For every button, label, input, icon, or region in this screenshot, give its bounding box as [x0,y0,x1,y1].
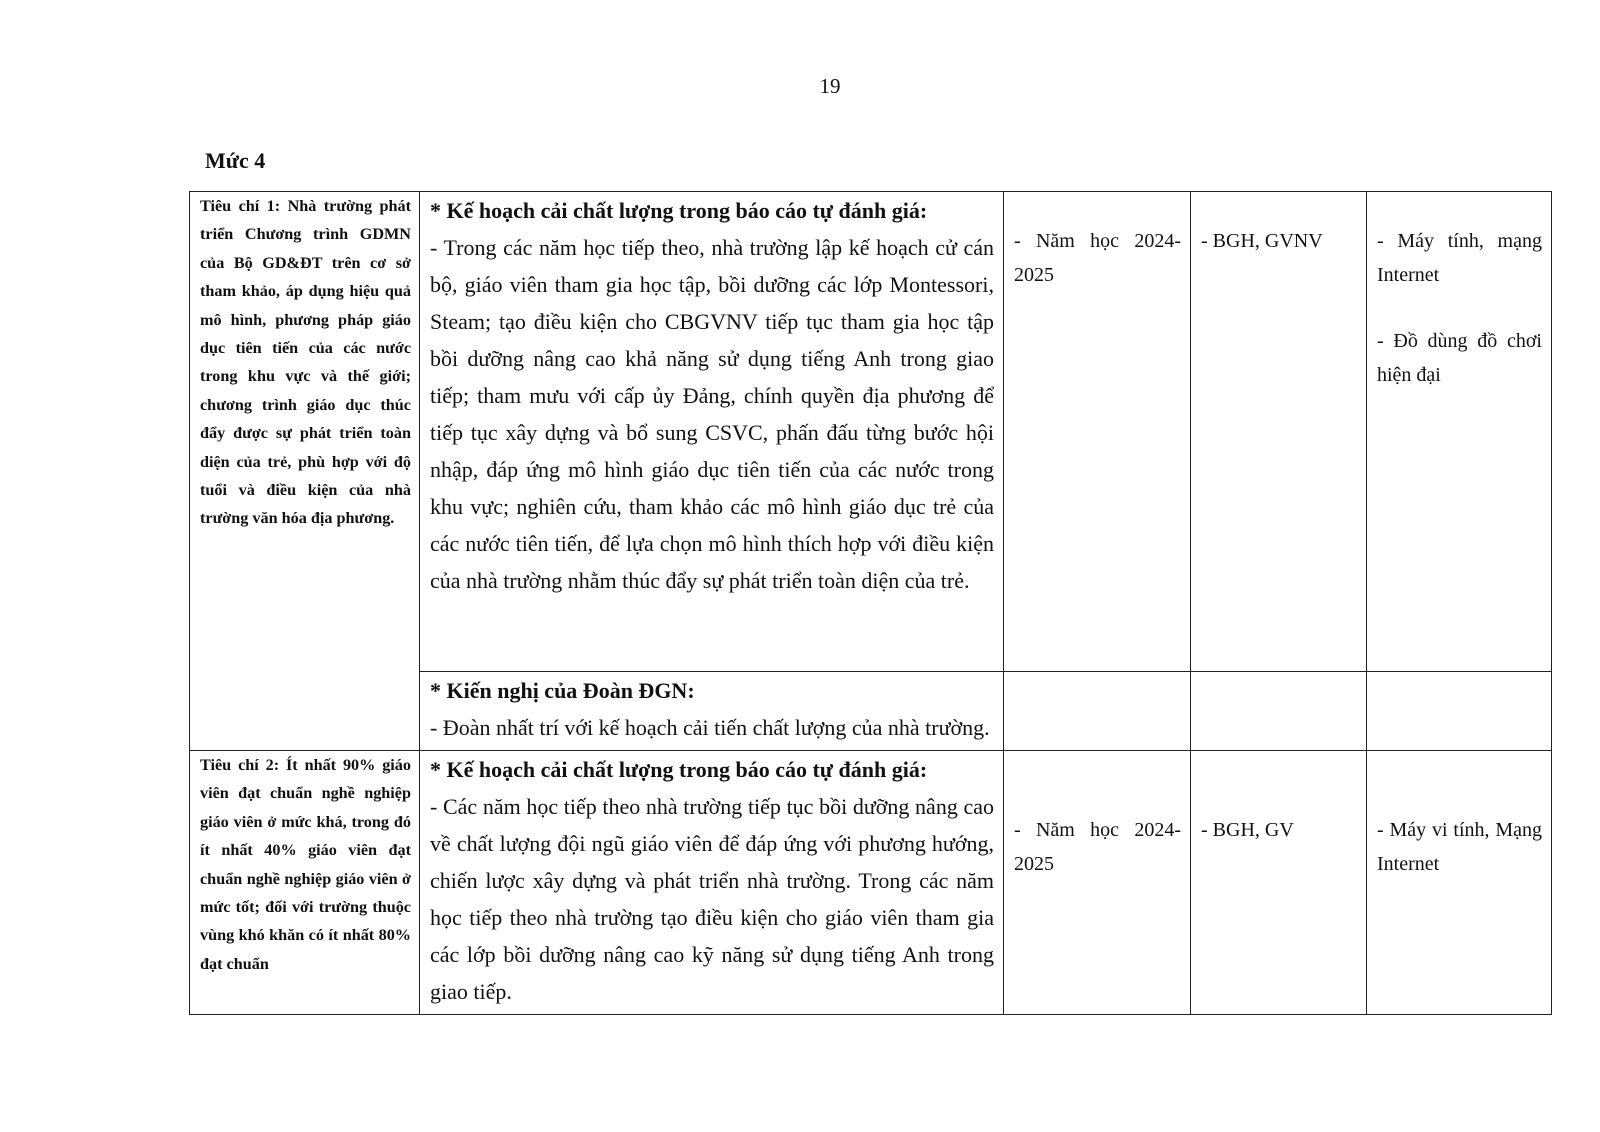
empty-responsible-cell [1191,672,1367,751]
criterion-text: Tiêu chí 1: Nhà trường phát triển Chương trình GDMN của Bộ GD&ĐT trên cơ sở tham khảo, áp dụng hiệu quả mô hình, phương pháp giáo dục tiên tiến của các nước trong khu vực và thế giới; chương trình giáo dục thúc đẩy được sự phát triển toàn diện của trẻ, phù hợp với độ tuổi và điều kiện của nhà trường văn hóa địa phương. [200,197,411,528]
plan-heading: * Kế hoạch cải chất lượng trong báo cáo tự đánh giá: [430,198,928,223]
responsible-cell [1191,751,1367,1015]
responsible-cell [1191,192,1367,672]
time-cell [1004,192,1191,672]
improvement-plan-table [189,191,1552,1015]
recommendation-heading: * Kiến nghị của Đoàn ĐGN: [430,678,695,703]
criterion-cell [190,192,420,751]
recommendation-body: - Đoàn nhất trí với kế hoạch cải tiến chất lượng của nhà trường. [430,715,990,740]
time-text: - Năm học 2024-2025 [1014,819,1181,875]
page-number: 19 [819,74,841,98]
time-cell [1004,751,1191,1015]
plan-cell [420,751,1004,1015]
empty-resources-cell [1367,672,1552,751]
recommendation-cell [420,672,1004,751]
responsible-text: - BGH, GV [1201,819,1294,841]
section-heading: Mức 4 [205,148,266,173]
plan-cell [420,192,1004,672]
resources-cell [1367,192,1552,672]
plan-body: - Các năm học tiếp theo nhà trường tiếp tục bồi dưỡng nâng cao về chất lượng đội ngũ giáo viên để đáp ứng với phương hướng, chiến lược xây dựng và phát triển nhà trường. Trong các năm học tiếp theo nhà trường tạo điều kiện cho giáo viên tham gia các lớp bồi dưỡng nâng cao kỹ năng sử dụng tiếng Anh trong giao tiếp. [430,794,994,1004]
plan-heading: * Kế hoạch cải chất lượng trong báo cáo tự đánh giá: [430,757,928,782]
table-row [190,192,1552,672]
empty-time-cell [1004,672,1191,751]
resource-item: - Máy vi tính, Mạng Internet [1377,819,1542,875]
resource-item: - Đồ dùng đồ chơi hiện đại [1377,330,1542,386]
criterion-text: Tiêu chí 2: Ít nhất 90% giáo viên đạt chuẩn nghề nghiệp giáo viên ở mức khá, trong đó ít nhất 40% giáo viên đạt chuẩn nghề nghiệp giáo viên ở mức tốt; đối với trường thuộc vùng khó khăn có ít nhất 80% đạt chuẩn [200,756,411,973]
time-text: - Năm học 2024-2025 [1014,230,1181,286]
criterion-cell [190,751,420,1015]
plan-body: - Trong các năm học tiếp theo, nhà trường lập kế hoạch cử cán bộ, giáo viên tham gia học tập, bồi dưỡng các lớp Montessori, Steam; tạo điều kiện cho CBGVNV tiếp tục tham gia học tập bồi dưỡng nâng cao khả năng sử dụng tiếng Anh trong giao tiếp; tham mưu với cấp ủy Đảng, chính quyền địa phương để tiếp tục xây dựng và bổ sung CSVC, phấn đấu từng bước hội nhập, đáp ứng mô hình giáo dục tiên tiến của các nước trong khu vực; nghiên cứu, tham khảo các mô hình giáo dục trẻ của các nước tiên tiến, để lựa chọn mô hình thích hợp với điều kiện của nhà trường nhằm thúc đẩy sự phát triển toàn diện của trẻ. [430,235,994,593]
resources-cell [1367,751,1552,1015]
responsible-text: - BGH, GVNV [1201,230,1323,252]
table-row [190,751,1552,1015]
resource-item: - Máy tính, mạng Internet [1377,230,1542,286]
